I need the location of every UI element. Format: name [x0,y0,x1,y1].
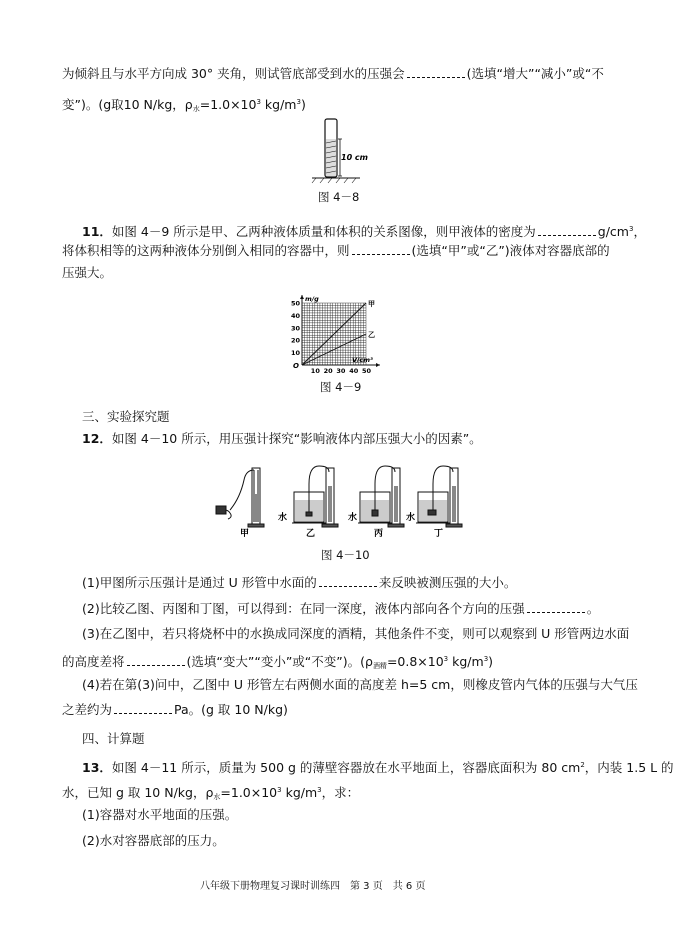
figure-4-10-apparatus [214,458,464,538]
origin-label: O [293,362,299,370]
q13-line1: 13．如图 4－11 所示，质量为 500 g 的薄壁容器放在水平地面上，容器底面积为 80 $cm^2$，内装 1.5 L 的 [82,760,674,775]
section-4-title: 四、计算题 [82,731,145,746]
y-tick-label: 50 [291,299,301,308]
figure-4-8-test-tube [310,115,380,187]
answer-blank [319,575,377,587]
q12-part1: (1)甲图所示压强计是通过 U 形管中水面的 来反映被测压强的大小。 [82,575,517,590]
x-tick-label: 40 [349,367,359,375]
q10-line2: 变”)。(g取10 N/kg，$\rho_水=1.0\times 10^3$ $kg/m^3$) [62,97,306,113]
panel-label-ding: 丁 [434,529,444,539]
x-tick-label: 20 [323,367,333,375]
pressure-gauge-yi [292,466,338,527]
q13-line2: 水，已知 g 取 10 N/kg，$\rho_水=1.0\times 10^3$ $kg/m^3$，求： [62,785,360,801]
series-label-2: 乙 [368,331,375,339]
water-label-yi: 水 [278,513,288,523]
x-axis-label: V/cm³ [352,356,373,364]
series-label-1: 甲 [368,300,375,308]
y-tick-label: 30 [291,324,301,333]
x-tick-label: 30 [336,367,346,375]
figure-4-8-caption: 图 4－8 [318,190,360,204]
x-tick-label: 50 [362,367,372,375]
panel-label-yi: 乙 [306,529,316,539]
y-axis-arrow [300,295,304,299]
y-tick-label: 10 [291,349,301,358]
pressure-gauge-ding [416,466,462,527]
figure-4-9-caption: 图 4－9 [320,380,362,394]
answer-blank [407,66,465,78]
y-axis-label: m/g [305,295,319,303]
q12-part3-line2: 的高度差将 (选填“变大”“变小”或“不变”)。($\rho_{酒精}=0.8\times 10^3$ $kg/m^3$) [62,654,494,670]
answer-blank [527,601,585,613]
q12-part2: (2)比较乙图、丙图和丁图，可以得到：在同一深度，液体内部向各个方向的压强 。 [82,601,600,616]
q12-part4-line2: 之差约为 Pa。(g 取 10 N/kg) [62,702,288,717]
panel-label-bing: 丙 [374,529,384,539]
q13-sub1: (1)容器对水平地面的压强。 [82,807,238,822]
q11-line1: 11．如图 4－9 所示是甲、乙两种液体质量和体积的关系图像，则甲液体的密度为 $g/cm^3$， [82,224,646,239]
q10-line1: 为倾斜且与水平方向成 30° 夹角，则试管底部受到水的压强会 (选填“增大”“减小”或“不 [62,66,604,81]
pressure-gauge-jia [216,468,264,527]
q11-line2: 将体积相等的这两种液体分别倒入相同的容器中，则 (选填“甲”或“乙”)液体对容器底部的 [62,243,610,258]
answer-blank [127,654,185,666]
water-label-bing: 水 [348,513,358,523]
section-3-title: 三、实验探究题 [82,409,170,424]
figure-4-10-caption: 图 4－10 [321,548,370,562]
figure-4-9-chart [282,293,402,375]
answer-blank [538,224,596,236]
x-tick-label: 10 [310,367,320,375]
fig-4-8-height-label: 10 cm [341,153,368,162]
answer-blank [352,243,410,255]
y-tick-label: 40 [291,311,301,320]
y-tick-label: 20 [291,336,301,345]
q12-line1: 12．如图 4－10 所示，用压强计探究“影响液体内部压强大小的因素”。 [82,431,482,446]
panel-label-jia: 甲 [240,529,250,539]
page-footer: 八年级下册物理复习课时训练四 第 3 页 共 6 页 [200,881,426,892]
water-label-ding: 水 [406,513,416,523]
pressure-gauge-bing [358,466,404,527]
x-axis-arrow [376,363,380,367]
q11-line3: 压强大。 [62,265,113,280]
q13-sub2: (2)水对容器底部的压力。 [82,833,225,848]
q12-part3-line1: (3)在乙图中，若只将烧杯中的水换成同深度的酒精，其他条件不变，则可以观察到 U 形管两边水面 [82,626,630,641]
answer-blank [114,702,172,714]
q12-part4-line1: (4)若在第(3)问中，乙图中 U 形管左右两侧水面的高度差 h=5 cm，则橡皮管内气体的压强与大气压 [82,677,638,692]
